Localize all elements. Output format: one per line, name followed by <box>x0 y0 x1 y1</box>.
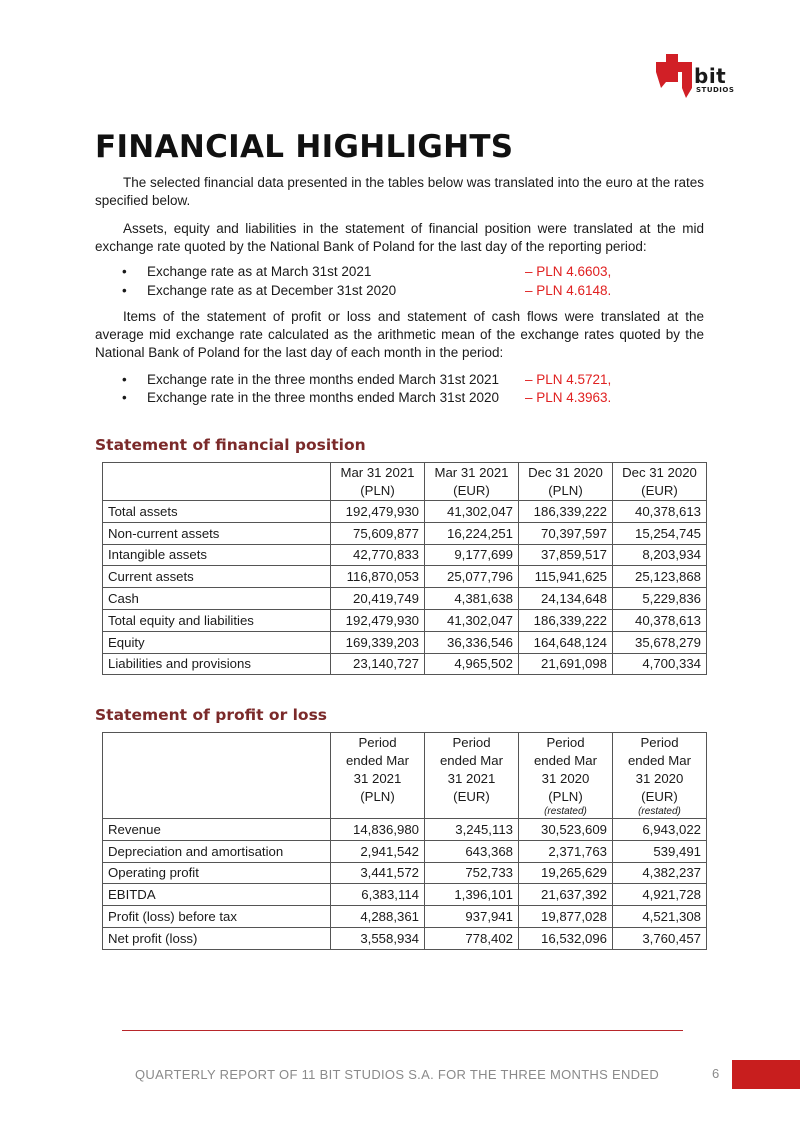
cell-value: 36,336,546 <box>425 631 519 653</box>
column-header: Mar 31 2021 (PLN) <box>331 463 425 501</box>
cell-value: 4,521,308 <box>613 906 707 928</box>
cell-value: 169,339,203 <box>331 631 425 653</box>
profit-or-loss-table <box>102 732 707 950</box>
table-row <box>103 588 707 610</box>
table-row <box>103 653 707 675</box>
table-row <box>103 862 707 884</box>
cell-value: 3,441,572 <box>331 862 425 884</box>
column-header-text: Period ended Mar 31 2021 (PLN) <box>345 735 410 804</box>
table-row <box>103 609 707 631</box>
cell-value: 42,770,833 <box>331 544 425 566</box>
column-header <box>519 733 613 819</box>
table-header-row <box>103 733 707 819</box>
table-header-empty <box>103 733 331 819</box>
table-row <box>103 566 707 588</box>
table-row <box>103 819 707 841</box>
rate-bullet <box>95 263 704 281</box>
cell-value: 539,491 <box>613 840 707 862</box>
cell-value: 6,943,022 <box>613 819 707 841</box>
cell-value: 21,691,098 <box>519 653 613 675</box>
cell-value: 116,870,053 <box>331 566 425 588</box>
cell-value: 752,733 <box>425 862 519 884</box>
cell-value: 15,254,745 <box>613 522 707 544</box>
company-logo-text <box>694 64 735 94</box>
rate-value: – PLN 4.5721, <box>525 372 612 387</box>
row-label: Intangible assets <box>103 544 331 566</box>
column-header-text: Period ended Mar 31 2021 (EUR) <box>439 735 504 804</box>
cell-value: 4,382,237 <box>613 862 707 884</box>
table-header-row <box>103 463 707 501</box>
cell-value: 70,397,597 <box>519 522 613 544</box>
cell-value: 5,229,836 <box>613 588 707 610</box>
column-header-text: Period ended Mar 31 2020 (PLN) <box>533 735 598 804</box>
row-label: EBITDA <box>103 884 331 906</box>
cell-value: 75,609,877 <box>331 522 425 544</box>
cell-value: 16,532,096 <box>519 927 613 949</box>
rate-bullet <box>95 389 704 407</box>
cashflow-paragraph: Items of the statement of profit or loss and statement of cash flows were translated at the average mid exchange rate calculated as the arithmetic mean of the exchange rates quoted by the National Bank of Poland for the last day of each month in the period: <box>95 309 704 360</box>
row-label: Current assets <box>103 566 331 588</box>
cell-value: 14,836,980 <box>331 819 425 841</box>
row-label: Non-current assets <box>103 522 331 544</box>
cell-value: 4,381,638 <box>425 588 519 610</box>
cell-value: 2,941,542 <box>331 840 425 862</box>
cell-value: 4,921,728 <box>613 884 707 906</box>
cell-value: 8,203,934 <box>613 544 707 566</box>
row-label: Profit (loss) before tax <box>103 906 331 928</box>
column-header: Mar 31 2021 (EUR) <box>425 463 519 501</box>
page-title: FINANCIAL HIGHLIGHTS <box>95 129 514 165</box>
cell-value: 3,558,934 <box>331 927 425 949</box>
cell-value: 186,339,222 <box>519 609 613 631</box>
cell-value: 164,648,124 <box>519 631 613 653</box>
cell-value: 19,265,629 <box>519 862 613 884</box>
cell-value: 3,245,113 <box>425 819 519 841</box>
cell-value: 3,760,457 <box>613 927 707 949</box>
cell-value: 19,877,028 <box>519 906 613 928</box>
cell-value: 9,177,699 <box>425 544 519 566</box>
table-row <box>103 906 707 928</box>
row-label: Revenue <box>103 819 331 841</box>
rate-bullet <box>95 282 704 300</box>
cell-value: 20,419,749 <box>331 588 425 610</box>
cell-value: 115,941,625 <box>519 566 613 588</box>
cell-value: 643,368 <box>425 840 519 862</box>
rate-label: Exchange rate as at March 31st 2021 <box>147 264 372 279</box>
row-label: Total assets <box>103 501 331 523</box>
row-label: Total equity and liabilities <box>103 609 331 631</box>
bullet-icon: • <box>122 390 127 405</box>
row-label: Net profit (loss) <box>103 927 331 949</box>
cell-value: 4,288,361 <box>331 906 425 928</box>
intro-paragraph-2: Assets, equity and liabilities in the statement of financial position were translated at the mid exchange rate quoted by the National Bank of Poland for the last day of the reporting period: <box>95 221 704 254</box>
section-title-profit-or-loss: Statement of profit or loss <box>95 706 328 724</box>
cell-value: 4,965,502 <box>425 653 519 675</box>
rate-label: Exchange rate in the three months ended March 31st 2021 <box>147 372 499 387</box>
logo-sub: STUDIOS <box>696 86 735 94</box>
cell-value: 40,378,613 <box>613 501 707 523</box>
rate-label: Exchange rate as at December 31st 2020 <box>147 283 397 298</box>
column-header <box>425 733 519 819</box>
rate-value: – PLN 4.6148. <box>525 283 612 298</box>
table-row <box>103 840 707 862</box>
cell-value: 25,077,796 <box>425 566 519 588</box>
footer-report-title: QUARTERLY REPORT OF 11 BIT STUDIOS S.A. FOR THE THREE MONTHS ENDED <box>135 1067 660 1082</box>
cell-value: 16,224,251 <box>425 522 519 544</box>
cell-value: 6,383,114 <box>331 884 425 906</box>
table-row <box>103 522 707 544</box>
cell-value: 1,396,101 <box>425 884 519 906</box>
intro-paragraph-1: The selected financial data presented in the tables below was translated into the euro at the rates specified below. <box>95 175 704 208</box>
cell-value: 41,302,047 <box>425 501 519 523</box>
cell-value: 41,302,047 <box>425 609 519 631</box>
rate-value: – PLN 4.3963. <box>525 390 612 405</box>
column-header-text: Period ended Mar 31 2020 (EUR) <box>627 735 692 804</box>
bullet-icon: • <box>122 283 127 298</box>
column-header-note: (restated) <box>544 806 587 817</box>
page-number: 6 <box>712 1066 720 1081</box>
rate-value: – PLN 4.6603, <box>525 264 612 279</box>
cell-value: 2,371,763 <box>519 840 613 862</box>
section-title-financial-position: Statement of financial position <box>95 436 366 454</box>
bullet-icon: • <box>122 372 127 387</box>
cell-value: 4,700,334 <box>613 653 707 675</box>
cell-value: 192,479,930 <box>331 501 425 523</box>
bullet-icon: • <box>122 264 127 279</box>
column-header: Dec 31 2020 (EUR) <box>613 463 707 501</box>
cell-value: 35,678,279 <box>613 631 707 653</box>
rate-label: Exchange rate in the three months ended March 31st 2020 <box>147 390 499 405</box>
financial-position-table <box>102 462 707 675</box>
cell-value: 23,140,727 <box>331 653 425 675</box>
cell-value: 21,637,392 <box>519 884 613 906</box>
table-row <box>103 544 707 566</box>
row-label: Operating profit <box>103 862 331 884</box>
table-row <box>103 927 707 949</box>
column-header <box>331 733 425 819</box>
cell-value: 937,941 <box>425 906 519 928</box>
page-tab-accent <box>732 1060 800 1089</box>
cell-value: 186,339,222 <box>519 501 613 523</box>
cell-value: 30,523,609 <box>519 819 613 841</box>
row-label: Cash <box>103 588 331 610</box>
cell-value: 778,402 <box>425 927 519 949</box>
cell-value: 40,378,613 <box>613 609 707 631</box>
column-header: Dec 31 2020 (PLN) <box>519 463 613 501</box>
footer-divider <box>122 1030 683 1031</box>
row-label: Equity <box>103 631 331 653</box>
column-header <box>613 733 707 819</box>
cell-value: 24,134,648 <box>519 588 613 610</box>
table-header-empty <box>103 463 331 501</box>
row-label: Depreciation and amortisation <box>103 840 331 862</box>
row-label: Liabilities and provisions <box>103 653 331 675</box>
table-row <box>103 631 707 653</box>
table-row <box>103 884 707 906</box>
cell-value: 37,859,517 <box>519 544 613 566</box>
logo-brand: bit <box>694 64 727 88</box>
cell-value: 25,123,868 <box>613 566 707 588</box>
cell-value: 192,479,930 <box>331 609 425 631</box>
column-header-note: (restated) <box>638 806 681 817</box>
rate-bullet <box>95 371 704 389</box>
table-row <box>103 501 707 523</box>
